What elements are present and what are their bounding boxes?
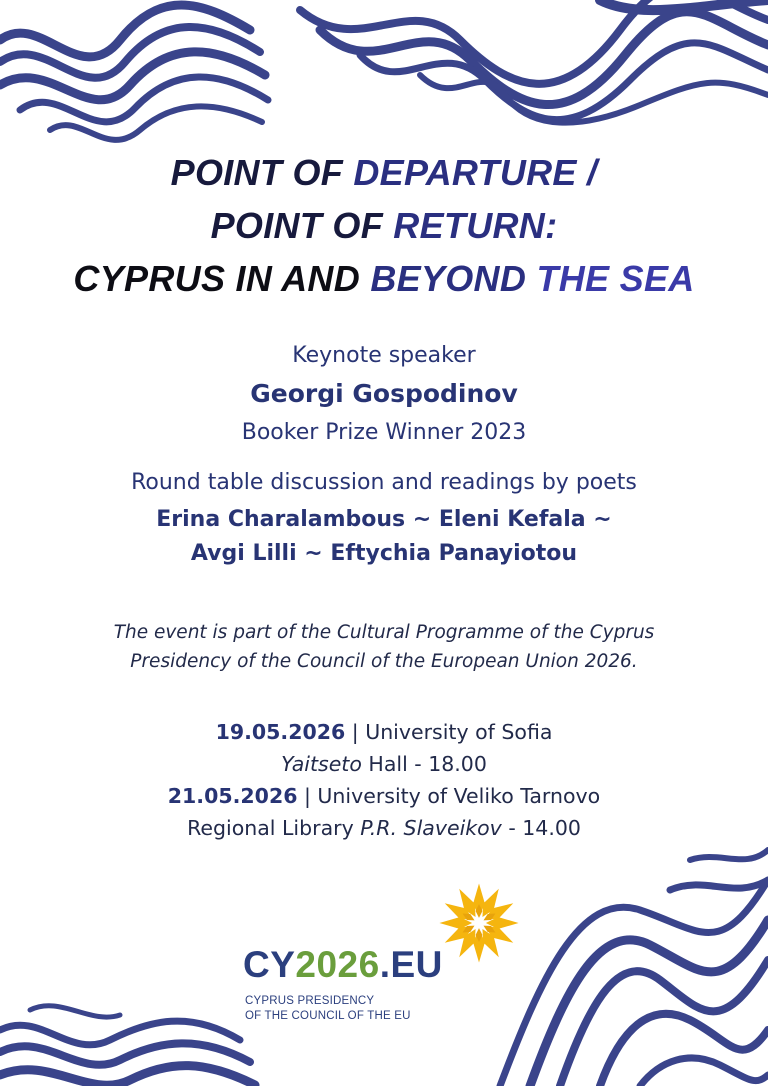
schedule-row-1-venue	[0, 752, 768, 776]
schedule-row-2-venue	[0, 816, 768, 840]
keynote-award: Booker Prize Winner 2023	[241, 420, 527, 445]
keynote-speaker-name: Georgi Gospodinov	[250, 379, 518, 408]
schedule-row-2-date-place	[0, 784, 768, 808]
presidency-logo-subtitle: CYPRUS PRESIDENCY OF THE COUNCIL OF THE EU	[245, 995, 411, 1022]
schedule-row-1-date-place	[0, 720, 768, 744]
schedule-venue-prefix: Regional Library	[187, 816, 361, 840]
title-line-1: POINT OF DEPARTURE /	[170, 152, 598, 193]
schedule-venue-time: - 14.00	[501, 816, 581, 840]
schedule-date: 19.05.2026	[215, 720, 346, 744]
schedule-place: | University of Veliko Tarnovo	[297, 784, 601, 808]
poets-line-1: Erina Charalambous ~ Eleni Kefala ~	[156, 507, 612, 532]
sun-star-icon	[436, 880, 522, 966]
programme-note-line-1: The event is part of the Cultural Programme of the Cyprus	[113, 622, 655, 643]
poets-line-2: Avgi Lilli ~ Eftychia Panayiotou	[190, 541, 578, 566]
programme-note-line-2: Presidency of the Council of the European Union 2026.	[130, 651, 638, 672]
schedule-place: | University of Sofia	[345, 720, 553, 744]
schedule-venue-name: P.R. Slaveikov	[360, 816, 502, 840]
keynote-label: Keynote speaker	[292, 343, 476, 368]
schedule-venue-name: Yaitseto	[281, 752, 362, 776]
roundtable-label: Round table discussion and readings by poets	[131, 470, 637, 495]
title-line-3: CYPRUS IN AND BEYOND THE SEA	[73, 258, 695, 299]
presidency-logo-wordmark: CY2026.EU	[243, 944, 443, 985]
schedule-venue-time: Hall - 18.00	[361, 752, 487, 776]
event-title	[0, 146, 768, 305]
schedule-date: 21.05.2026	[167, 784, 298, 808]
title-line-2: POINT OF RETURN:	[210, 205, 558, 246]
